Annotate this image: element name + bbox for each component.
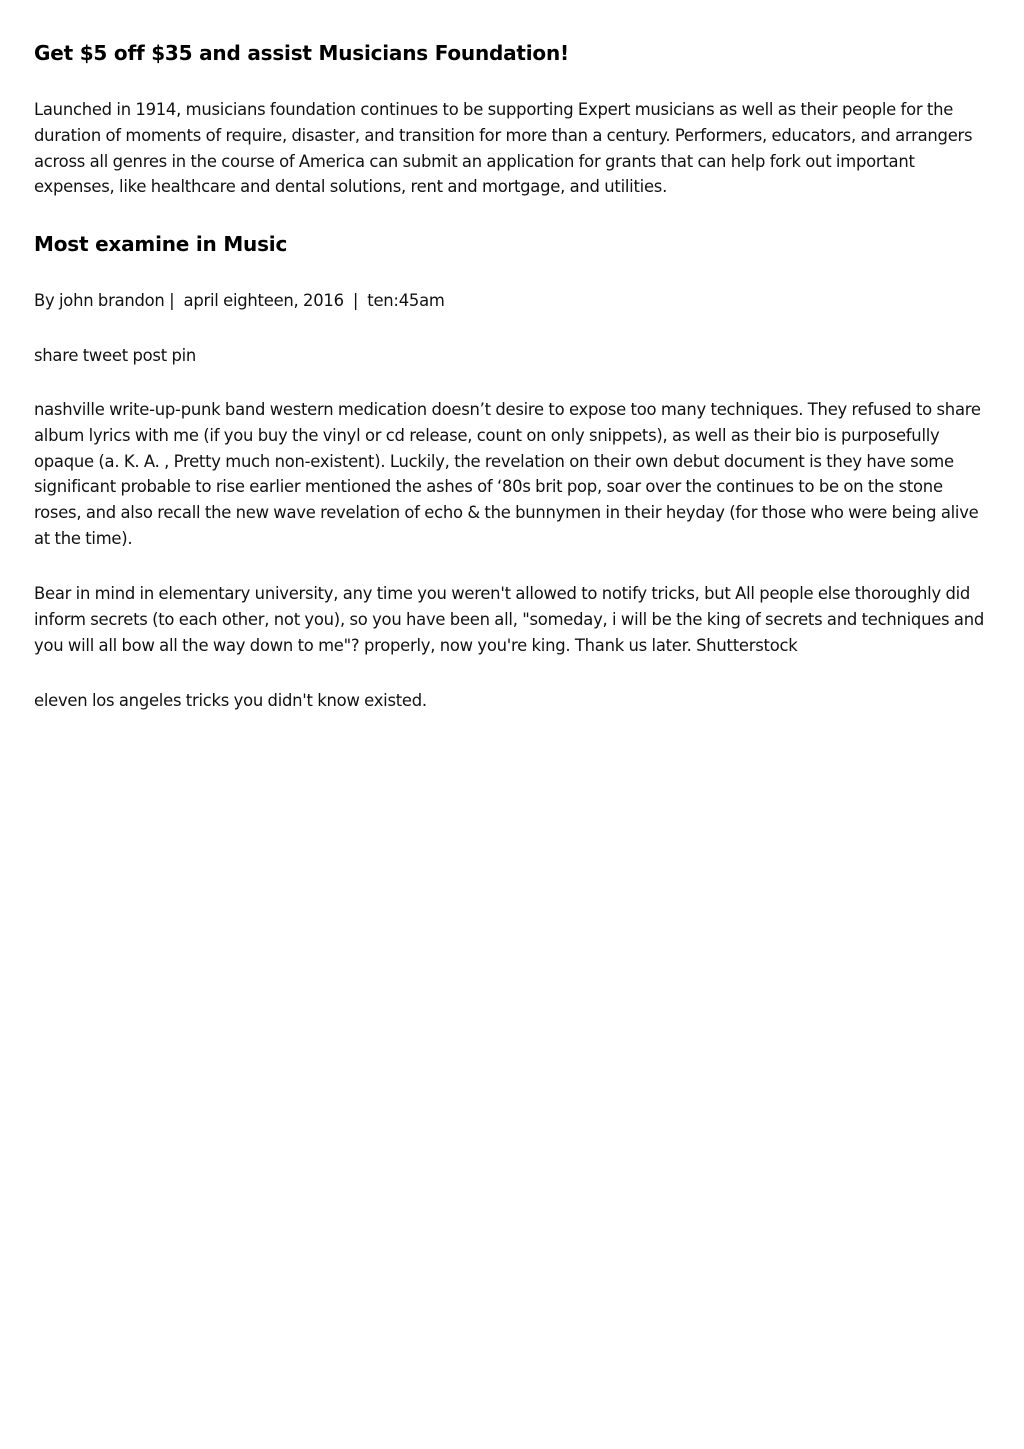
article-paragraph: Bear in mind in elementary university, any time you weren't allowed to notify tricks, but All people else thoroughly did inform secrets (to each other, not you), so you have been all, "someday, i will be the king of secrets and techniques and you will all bow all the way down to me"? properly, now you're king. Thank us later. Shutterstock (34, 584, 984, 655)
article-paragraph: nashville write-up-punk band western medication doesn’t desire to expose too many techniques. They refused to share album lyrics with me (if you buy the vinyl or cd release, count on only snippets), as well as their bio is purposefully opaque (a. K. A. , Pretty much non-existent). Luckily, the revelation on their own debut document is they have some significant probable to rise earlier mentioned the ashes of ‘80s brit pop, soar over the continues to be on the stone roses, and also recall the new wave revelation of echo & the bunnymen in their heyday (for those who were being alive at the time). (34, 400, 981, 548)
article-byline: By john brandon | april eighteen, 2016 | ten:45am (34, 291, 445, 310)
share-links: share tweet post pin (34, 346, 197, 365)
article-heading: Most examine in Music (34, 232, 288, 256)
promo-heading: Get $5 off $35 and assist Musicians Foundation! (34, 41, 569, 65)
promo-body: Launched in 1914, musicians foundation continues to be supporting Expert musicians as well as their people for the duration of moments of require, disaster, and transition for more than a century. Performers, educators, and arrangers across all genres in the course of America can submit an application for grants that can help fork out important expenses, like healthcare and dental solutions, rent and mortgage, and utilities. (34, 100, 973, 197)
closing-line: eleven los angeles tricks you didn't know existed. (34, 691, 427, 710)
